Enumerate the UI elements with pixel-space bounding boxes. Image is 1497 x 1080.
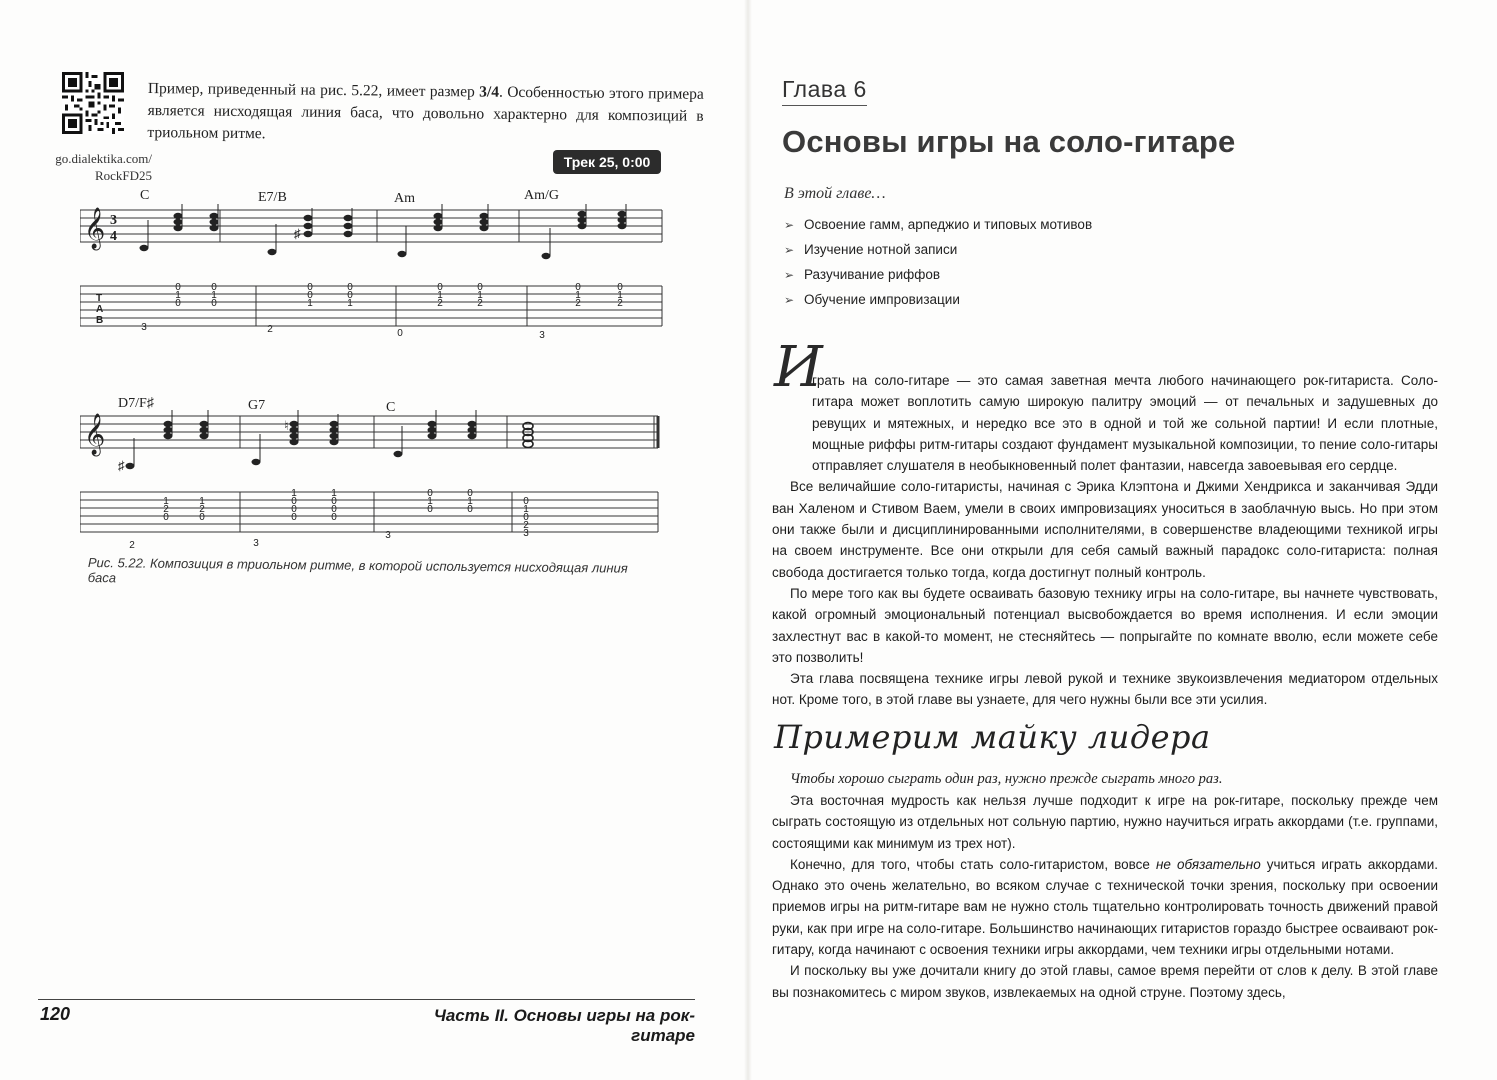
treble-clef-icon: 𝄞 (84, 208, 106, 249)
svg-text:0: 0 (617, 282, 623, 293)
paragraph: Конечно, для того, чтобы стать соло-гитаристом, вовсе не обязательно учиться играть аккордами. Однако это очень желательно, во всяком случае с технической точки зрения, поскольку при освоении приемов игры на ритм-гитаре вам не нужно столь тщательно контролировать точность движений правой руки, как при игре на соло-гитаре. Большинство начинающих гитаристов гораздо быстрее осваивают рок-гитару, когда начинают с освоения техники игры аккордами, чем техники игры отдельными нотами. (772, 856, 1438, 958)
svg-text:3: 3 (110, 213, 117, 228)
paragraph: грать на соло-гитаре — это самая заветная мечта любого начинающего рок-гитариста. Соло-гитара может воплотить самую широкую палитру эмоций — от печальных и задушевных до ревущих и мятежных, и нередко все это в одной и той же сольной партии! И если плотные, мощные риффы ритм-гитары создают фундамент музыкальной композиции, то пение соло-гитары отправляет слушателя в необыкновенный полет фантазии, навсегда завоевывая его сердце. (812, 373, 1438, 474)
svg-text:♯: ♯ (294, 226, 301, 241)
svg-text:0: 0 (427, 488, 433, 499)
svg-text:A: A (96, 304, 104, 315)
svg-text:1: 1 (347, 298, 353, 309)
chord-name: D7/F♯ (118, 396, 154, 411)
svg-text:0: 0 (331, 496, 337, 507)
svg-text:0: 0 (575, 282, 581, 293)
list-item: ➢ Освоение гамм, арпеджио и типовых мотивов (784, 212, 1092, 237)
svg-text:0: 0 (291, 512, 297, 523)
svg-text:0: 0 (347, 282, 353, 293)
left-page (0, 0, 748, 1080)
svg-text:B: B (96, 315, 104, 326)
svg-text:1: 1 (437, 290, 443, 301)
right-page (748, 0, 1497, 1080)
svg-text:4: 4 (110, 229, 117, 244)
paragraph: Эта восточная мудрость как нельзя лучше подходит к игре на рок-гитаре, поскольку прежде чем сыграть состоящую из отдельных нот сольную партию, нужно научиться играть аккордами (т.е. группами, состоящими как минимум из трех нот). (772, 793, 1438, 851)
chapter-title: Основы игры на соло-гитаре (782, 124, 1236, 159)
svg-text:♮: ♮ (284, 418, 289, 433)
chapter-label: Глава 6 (782, 76, 867, 106)
page-number: 120 (40, 1004, 71, 1024)
svg-text:0: 0 (291, 504, 297, 515)
list-item: ➢ Обучение импровизации (784, 287, 1092, 312)
svg-text:2: 2 (575, 298, 581, 309)
svg-text:1: 1 (175, 290, 181, 301)
svg-text:0: 0 (523, 496, 529, 507)
svg-text:1: 1 (211, 290, 217, 301)
svg-text:3: 3 (523, 528, 529, 539)
svg-text:3: 3 (141, 322, 147, 333)
svg-text:1: 1 (163, 496, 169, 507)
svg-text:3: 3 (253, 538, 259, 549)
paragraph: Эта глава посвящена технике игры левой рукой и технике звукоизвлечения медиатором отдельных нот. Кроме того, в этой главе вы узнаете, для чего нужны были все эти усилия. (772, 671, 1438, 708)
svg-text:1: 1 (477, 290, 483, 301)
svg-text:2: 2 (267, 324, 273, 335)
qr-url: go.dialektika.com/ RockFD25 (55, 151, 152, 183)
chord-name: C (386, 400, 396, 415)
svg-text:0: 0 (467, 488, 473, 499)
svg-text:1: 1 (617, 290, 623, 301)
svg-text:0: 0 (477, 282, 483, 293)
paragraph: И поскольку вы уже дочитали книгу до этой главы, самое время перейти от слов к делу. В этой главе вы познакомитесь с миром звуков, извлекаемых на одной струне. Поэтому здесь, (772, 963, 1438, 1000)
svg-text:0: 0 (397, 328, 403, 339)
qr-code-icon (62, 72, 124, 134)
svg-text:0: 0 (331, 512, 337, 523)
svg-text:2: 2 (199, 504, 205, 515)
svg-text:♯: ♯ (118, 458, 125, 473)
svg-text:0: 0 (427, 504, 433, 515)
svg-text:0: 0 (467, 504, 473, 515)
svg-text:3: 3 (385, 530, 391, 541)
svg-text:2: 2 (163, 504, 169, 515)
svg-text:0: 0 (291, 496, 297, 507)
figure-caption: Рис. 5.22. Композиция в триольном ритме, в которой используется нисходящая линия баса (87, 555, 628, 586)
section-text (772, 790, 1438, 1003)
list-item: ➢ Разучивание риффов (784, 262, 1092, 287)
svg-text:0: 0 (347, 290, 353, 301)
svg-text:0: 0 (211, 298, 217, 309)
svg-text:2: 2 (437, 298, 443, 309)
arrow-icon: ➢ (784, 268, 795, 282)
chord-name: C (140, 188, 150, 203)
paragraph: Все величайшие соло-гитаристы, начиная с Эрика Клэптона и Джими Хендрикса и заканчивая Эдди ван Халеном и Стивом Ваем, умели в своих импровизациях уноситься в заоблачную высь. Но при этом они также были и дисциплинированными исполнителями, в совершенстве владеющими техникой игры на своем инструменте. Все они открыли для себя самый важный парадокс соло-гитариста: полная свобода достигается только тогда, когда достигнут полный контроль. (772, 479, 1438, 580)
svg-text:T: T (96, 293, 103, 304)
section-title: Примерим майку лидера (774, 718, 1211, 756)
svg-text:3: 3 (539, 330, 545, 341)
svg-text:1: 1 (199, 496, 205, 507)
svg-text:2: 2 (617, 298, 623, 309)
chapter-intro-text (772, 370, 1438, 711)
chord-name: Am (394, 191, 415, 206)
drop-cap: И (774, 335, 823, 400)
in-this-chapter: В этой главе… (784, 185, 886, 202)
epigraph: Чтобы хорошо сыграть один раз, нужно прежде сыграть много раз. (790, 771, 1223, 787)
arrow-icon: ➢ (784, 218, 795, 232)
svg-text:0: 0 (437, 282, 443, 293)
svg-text:0: 0 (331, 504, 337, 515)
svg-text:0: 0 (175, 298, 181, 309)
svg-text:2: 2 (129, 540, 135, 550)
chord-name: E7/B (258, 190, 287, 205)
svg-text:0: 0 (175, 282, 181, 293)
footer-rule (38, 999, 695, 1000)
svg-text:1: 1 (523, 504, 529, 515)
svg-text:0: 0 (307, 290, 313, 301)
intro-paragraph: Пример, приведенный на рис. 5.22, имеет размер 3/4. Особенностью этого примера является нисходящая линия баса, что довольно характерно для композиций в триольном ритме. (147, 79, 704, 143)
paragraph: По мере того как вы будете осваивать базовую технику игры на соло-гитаре, вы начнете чувствовать, какой огромный эмоциональный потенциал высвобождается во время исполнения. И если эмоции захлестнут вас в какой-то момент, не стесняйтесь — попрыгайте по комнате вволю, если можете себе это позволить! (772, 585, 1438, 665)
svg-text:1: 1 (467, 496, 473, 507)
notation-system-2 (80, 410, 665, 550)
svg-text:0: 0 (211, 282, 217, 293)
svg-text:2: 2 (523, 520, 529, 531)
running-footer: Часть II. Основы игры на рок-гитаре (433, 1006, 695, 1045)
svg-text:1: 1 (575, 290, 581, 301)
chord-name: G7 (248, 398, 266, 413)
svg-text:0: 0 (199, 512, 205, 523)
svg-text:1: 1 (427, 496, 433, 507)
svg-text:0: 0 (523, 512, 529, 523)
chapter-contents-list (784, 212, 1092, 312)
svg-text:1: 1 (291, 488, 297, 499)
treble-clef-icon: 𝄞 (84, 414, 106, 455)
svg-text:0: 0 (163, 512, 169, 523)
svg-text:0: 0 (307, 282, 313, 293)
svg-text:1: 1 (307, 298, 313, 309)
notation-system-1 (80, 204, 665, 344)
arrow-icon: ➢ (784, 293, 795, 307)
svg-text:2: 2 (477, 298, 483, 309)
chord-name: Am/G (524, 188, 559, 203)
arrow-icon: ➢ (784, 243, 795, 257)
list-item: ➢ Изучение нотной записи (784, 237, 1092, 262)
svg-text:1: 1 (331, 488, 337, 499)
track-badge: Трек 25, 0:00 (553, 150, 661, 174)
